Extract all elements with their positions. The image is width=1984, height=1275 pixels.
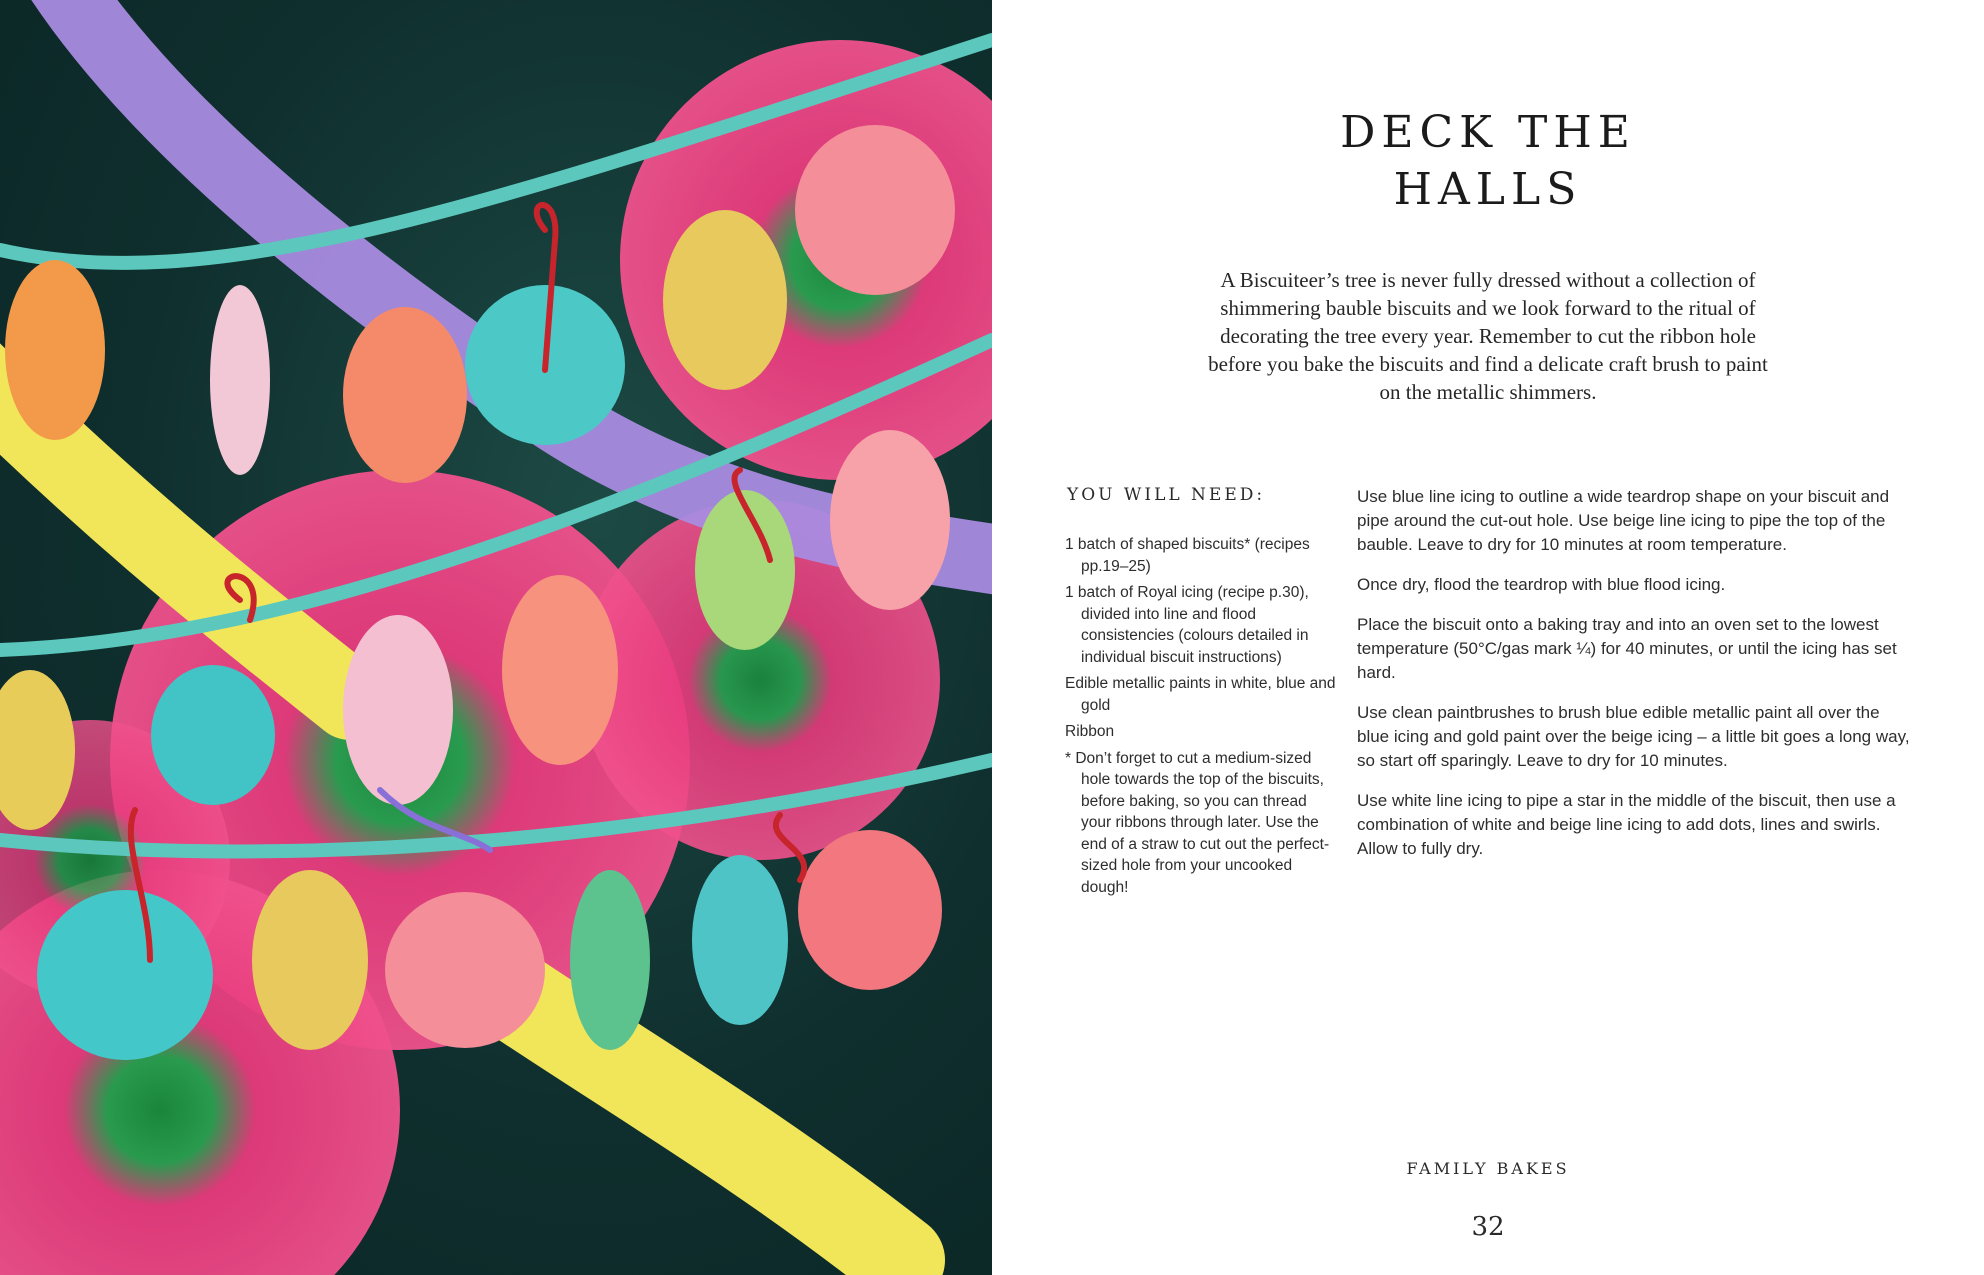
method-step: Place the biscuit onto a baking tray and into an oven set to the lowest temperature (50°C/gas mark ¼) for 40 minutes, or until the icing has set hard. (1357, 615, 1897, 682)
ingredient-item: 1 batch of shaped biscuits* (recipes pp.19–25) (1065, 536, 1310, 575)
ingredient-item: 1 batch of Royal icing (recipe p.30), divided into line and flood consistencies (colours detailed in individual biscuit instructions) (1065, 584, 1309, 666)
recipe-page (992, 0, 1984, 1275)
you-will-need-heading: YOU WILL NEED: (1067, 485, 1266, 505)
method-steps (1357, 485, 1912, 877)
title-line-1: DECK THE (1340, 107, 1636, 158)
ingredients-list (1065, 534, 1340, 903)
section-footer-label: FAMILY BAKES (1406, 1159, 1570, 1178)
ingredient-item: Edible metallic paints in white, blue and gold (1065, 675, 1336, 714)
page-title (992, 104, 1984, 218)
ingredient-item: Ribbon (1065, 723, 1115, 740)
method-step: Use clean paintbrushes to brush blue edible metallic paint all over the blue icing and gold paint over the beige icing – a little bit goes a long way, so start off sparingly. Leave to dry for 10 minutes. (1357, 703, 1910, 770)
method-step: Use blue line icing to outline a wide teardrop shape on your biscuit and pipe around the cut-out hole. Use beige line icing to pipe the top of the bauble. Leave to dry for 10 minutes at room temperature. (1357, 487, 1890, 554)
intro-paragraph: A Biscuiteer’s tree is never fully dressed without a collection of shimmering bauble biscuits and we look forward to the ritual of decorating the tree every year. Remember to cut the ribbon hole before you bake the biscuits and find a delicate craft brush to paint on the metallic shimmers. (1208, 268, 1768, 404)
ingredient-footnote: * Don’t forget to cut a medium-sized hole towards the top of the biscuits, before baking, so you can thread your ribbons through later. Use the end of a straw to cut out the perfect-sized hole from your uncooked dough! (1065, 749, 1330, 896)
method-step: Once dry, flood the teardrop with blue flood icing. (1357, 575, 1726, 594)
page-number: 32 (1471, 1212, 1505, 1242)
title-line-2: HALLS (1393, 164, 1583, 215)
method-step: Use white line icing to pipe a star in the middle of the biscuit, then use a combination of white and beige line icing to add dots, lines and swirls. Allow to fully dry. (1357, 791, 1896, 858)
